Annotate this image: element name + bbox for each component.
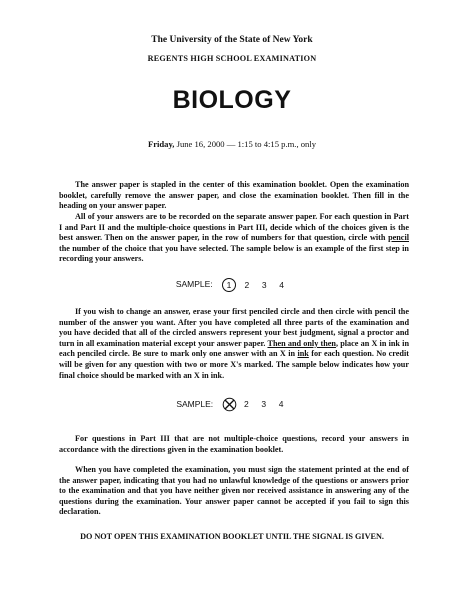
p3-underlined-ink: ink [297, 349, 309, 359]
p2-text-b: the number of the choice that you have selected. The sample below is an example of the first step in recording your answers. [59, 243, 409, 264]
p2-underlined-pencil: pencil [388, 233, 409, 243]
p2-text-a: All of your answers are to be recorded on the separate answer paper. For each question in Part I and Part II and the multiple-choice questions in Part III, decide which of the choices given is the best answer. Then on the answer paper, in the row of numbers for that question, circle with [59, 212, 409, 243]
sample-choice: 3 [261, 399, 267, 409]
exam-day: Friday, [147, 139, 175, 149]
sample-label: SAMPLE: [176, 398, 214, 409]
sample-choice: 4 [279, 279, 285, 290]
university-name: The University of the State of New York [151, 35, 313, 45]
sample-x-marked-answer [0, 398, 464, 411]
sample-choice: 4 [278, 399, 284, 409]
instructions-paragraph-1: The answer paper is stapled in the center of this examination booklet. Open the examination booklet, carefully remove the answer paper, and close the examination booklet. Then fill in the heading on your answer paper. [59, 180, 409, 211]
instructions-paragraph-5: When you have completed the examination, you must sign the statement printed at the end of the answer paper, indicating that you had no unlawful knowledge of the questions or answers prior to the examination and that you have neither given nor received assistance in answering any of the questions during the examination. Your answer paper cannot be accepted if you fail to sign this declaration. [59, 465, 409, 517]
p3-underlined-then-only-then: Then and only then [267, 338, 336, 348]
p3-text-a: If you wish to change an answer, erase your first penciled circle and then circle with pencil the number of the answer you want. After you have completed all three parts of the examination and you have decided that all of the circled answers represent your best judgment, signal a proctor and turn in all examination material except your answer paper. [59, 307, 409, 348]
p3-text-c: for each question. No credit will be given for any question with two or more X's marked. The sample below indicates how your final choice should be marked with an X in ink. [59, 349, 409, 380]
sample-choice: 2 [244, 399, 249, 409]
sample-choice-circled: 1 [222, 278, 236, 292]
p3-text-b: , place an X in ink in each penciled circle. Be sure to mark only one answer with an X in [59, 338, 409, 359]
sample-choice: 3 [261, 279, 267, 290]
instructions-paragraph-3 [59, 307, 409, 381]
circled-x-icon [222, 397, 237, 412]
subject-title: BIOLOGY [172, 86, 292, 114]
sample-circled-answer [0, 278, 464, 292]
exam-title: REGENTS HIGH SCHOOL EXAMINATION [147, 54, 317, 63]
sample-choice-x-marked [223, 398, 236, 411]
sample-label: SAMPLE: [175, 279, 213, 290]
instructions-paragraph-4: For questions in Part III that are not multiple-choice questions, record your answers in accordance with the directions given in the examination booklet. [59, 434, 409, 454]
instructions-paragraph-2 [59, 212, 409, 265]
sample-choice: 2 [244, 279, 250, 290]
exam-date-line [0, 139, 464, 149]
exam-date-time: June 16, 2000 — 1:15 to 4:15 p.m., only [176, 139, 317, 149]
do-not-open-warning: DO NOT OPEN THIS EXAMINATION BOOKLET UNTIL THE SIGNAL IS GIVEN. [80, 532, 384, 541]
